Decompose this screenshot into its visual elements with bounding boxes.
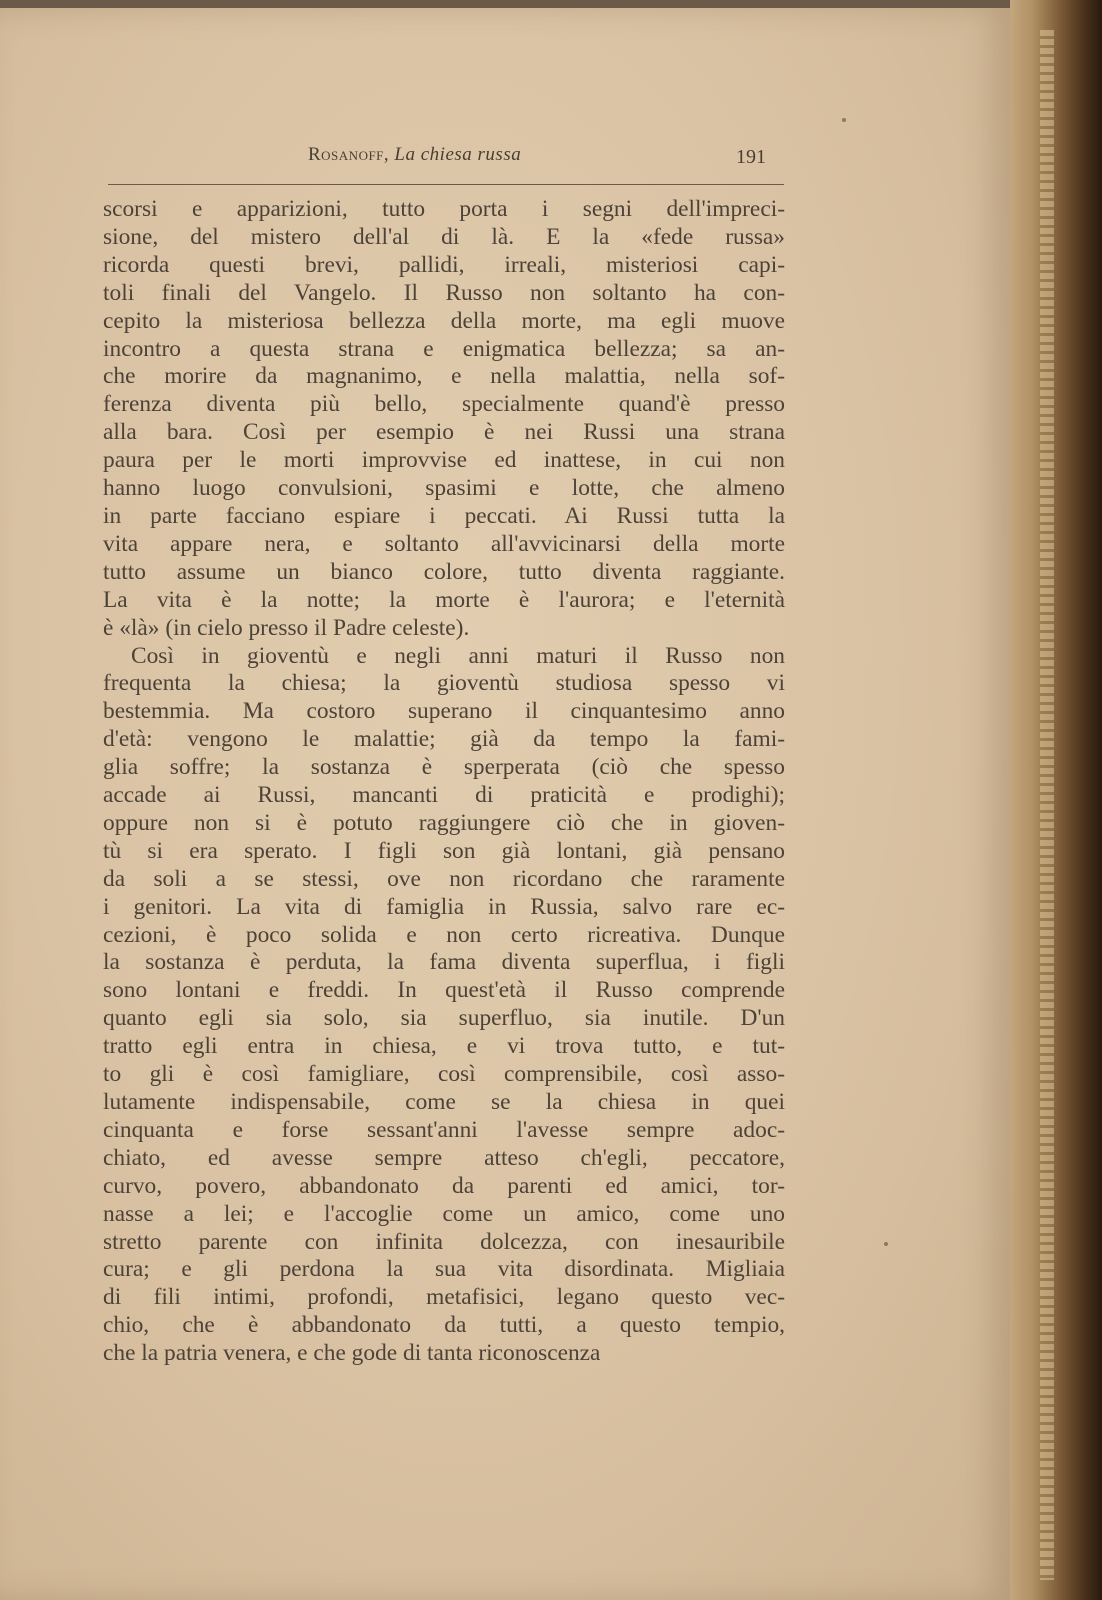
text-line: vita appare nera, e soltanto all'avvicinarsi della morte — [103, 530, 785, 557]
paper-speck — [884, 1242, 888, 1246]
text-line: bestemmia. Ma costoro superano il cinquantesimo anno — [103, 698, 785, 725]
page-number: 191 — [736, 146, 766, 168]
text-line: paura per le morti improvvise ed inattese, in cui non — [103, 447, 785, 474]
page-edges — [1040, 30, 1054, 1580]
text-line: scorsi e apparizioni, tutto porta i segni dell'impreci- — [103, 196, 785, 222]
text-line: sione, del mistero dell'al di là. E la «fede russa» — [103, 223, 785, 250]
header-separator: , — [383, 144, 395, 165]
text-line: incontro a questa strana e enigmatica bellezza; sa an- — [103, 335, 785, 362]
text-line: alla bara. Così per esempio è nei Russi una strana — [103, 419, 785, 446]
text-line: lutamente indispensabile, come se la chiesa in quei — [103, 1089, 785, 1115]
text-line: cezioni, è poco solida e non certo ricreativa. Dunque — [103, 921, 785, 948]
author-name: Rosanoff — [308, 144, 384, 165]
text-line: da soli a se stessi, ove non ricordano che raramente — [103, 865, 785, 892]
text-line: chio, che è abbandonato da tutti, a questo tempio, — [103, 1312, 785, 1339]
text-line: Così in gioventù e negli anni maturi il Russo non — [131, 642, 785, 669]
text-line: cinquanta e forse sessant'anni l'avesse sempre adoc- — [103, 1116, 785, 1143]
text-line: in parte facciano espiare i peccati. Ai Russi tutta la — [103, 502, 785, 529]
text-line: La vita è la notte; la morte è l'aurora; e l'eternità — [103, 586, 785, 613]
running-head — [308, 144, 521, 166]
text-line: hanno luogo convulsioni, spasimi e lotte, che almeno — [103, 475, 785, 502]
text-line: ricorda questi brevi, pallidi, irreali, misteriosi capi- — [103, 251, 785, 278]
book-spine — [1010, 0, 1102, 1600]
text-line: d'età: vengono le malattie; già da tempo la fami- — [103, 726, 785, 753]
text-line: tù si era sperato. I figli son già lontani, già pensano — [103, 837, 785, 864]
text-line: to gli è così famigliare, così comprensibile, così asso- — [103, 1061, 785, 1088]
text-line: toli finali del Vangelo. Il Russo non soltanto ha con- — [103, 279, 785, 306]
text-line: che morire da magnanimo, e nella malattia, nella sof- — [103, 363, 785, 390]
body-text — [103, 196, 785, 1368]
text-line: stretto parente con infinita dolcezza, con inesauribile — [103, 1228, 785, 1255]
text-line: oppure non si è potuto raggiungere ciò che in gioven- — [103, 809, 785, 836]
text-line: cepito la misteriosa bellezza della morte, ma egli muove — [103, 307, 785, 334]
text-line: curvo, povero, abbandonato da parenti ed amici, tor- — [103, 1172, 785, 1199]
text-line: chiato, ed avesse sempre atteso ch'egli, peccatore, — [103, 1144, 785, 1171]
text-line: ferenza diventa più bello, specialmente quand'è presso — [103, 391, 785, 418]
header-rule — [108, 184, 784, 185]
text-line: nasse a lei; e l'accoglie come un amico, come uno — [103, 1200, 785, 1227]
paper-speck — [842, 118, 846, 122]
running-header — [108, 140, 784, 170]
text-line: i genitori. La vita di famiglia in Russia, salvo rare ec- — [103, 893, 785, 920]
text-line: è «là» (in cielo presso il Padre celeste). — [103, 614, 470, 641]
text-line: di fili intimi, profondi, metafisici, legano questo vec- — [103, 1284, 785, 1311]
text-line: accade ai Russi, mancanti di praticità e prodighi); — [103, 782, 785, 809]
text-line: tutto assume un bianco colore, tutto diventa raggiante. — [103, 558, 785, 585]
text-line: cura; e gli perdona la sua vita disordinata. Migliaia — [103, 1256, 785, 1283]
text-line: quanto egli sia solo, sia superfluo, sia inutile. D'un — [103, 1005, 785, 1032]
text-line: frequenta la chiesa; la gioventù studiosa spesso vi — [103, 670, 785, 697]
text-line: che la patria venera, e che gode di tanta riconoscenza — [103, 1340, 601, 1367]
text-line: glia soffre; la sostanza è sperperata (ciò che spesso — [103, 754, 785, 781]
book-title: La chiesa russa — [394, 144, 522, 165]
text-line: tratto egli entra in chiesa, e vi trova tutto, e tut- — [103, 1033, 785, 1060]
text-line: sono lontani e freddi. In quest'età il Russo comprende — [103, 977, 785, 1004]
text-line: la sostanza è perduta, la fama diventa superflua, i figli — [103, 949, 785, 976]
